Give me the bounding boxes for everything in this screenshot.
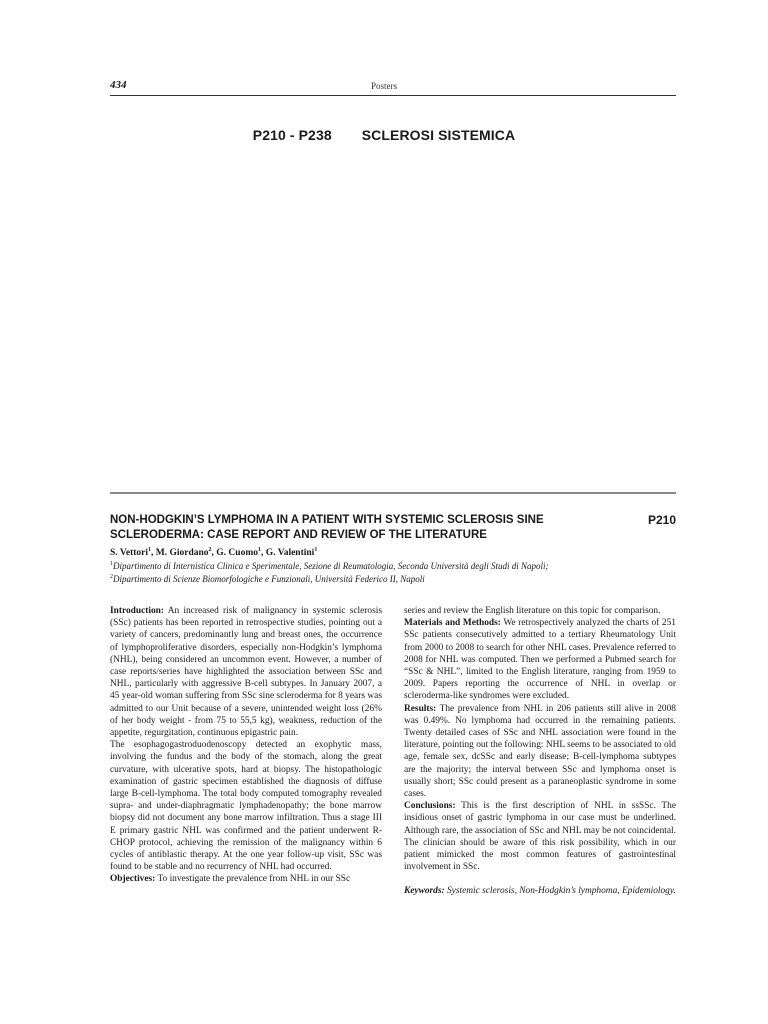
section-range: P210 - P238 [252, 127, 332, 143]
header-rule [110, 95, 676, 96]
paragraph-objectives: Objectives: To investigate the prevalence from NHL in our SSc [110, 874, 351, 885]
running-header: Posters [370, 81, 397, 91]
author: S. Vettori$^1$ [110, 547, 151, 559]
paragraph-objectives-cont: series and review the English literature on this topic for comparison. [404, 606, 661, 616]
affiliation: $^1$Dipartimento di Internistica Clinica e Sperimentale, Sezione di Reumatologia, Seconda Università degli Studi di Napoli; [110, 561, 549, 571]
author: M. Giordano$^2$ [155, 547, 212, 559]
section-title: SCLEROSI SISTEMICA [361, 127, 516, 143]
affiliation: $^2$Dipartimento di Scienze Biomorfologiche e Funzionali, Università Federico II, Napoli [110, 574, 425, 584]
abstract-code: P210 [647, 513, 676, 527]
author: G. Valentini$^1$ [265, 547, 318, 559]
paragraph-conclusions: Conclusions: This is the first description of NHL in ssSSc. The insidious onset of gastric lymphoma in our case must be underlined. Although rare, the association of SSc and NHL may be not coincidental. The clinician should be aware of this risk possibility, which in our patient mimicked the most common features of gastrointestinal involvement in SSc. [404, 801, 676, 873]
section-heading [0, 127, 768, 143]
paragraph-results: Results: The prevalence from NHL in 206 patients still alive in 2008 was 0.49%. No lymphoma had occurred in the remaining patients. Twenty detailed cases of SSc and NHL association were found in the literature, pointing out the following: NHL seems to be associated to old age, female sex, dcSSc and early disease; B-cell-lymphoma subtypes are the majority; the interval between SSc and lymphoma onset is usually short; SSc could present as a paraneoplastic syndrome in some cases. [404, 703, 676, 800]
paragraph-introduction: Introduction: An increased risk of malignancy in systemic sclerosis (SSc) patients has been reported in retrospective studies, pointing out a variety of cancers, predominantly lung and breast ones, the occurrence of lymphoproliferative disorders, especially non-Hodgkin’s lymphoma (NHL), being considered an uncommon event. However, a number of case reports/series have highlighted the association between SSc and NHL, particularly with aggressive B-cell subtypes. In January 2007, a 45 year-old woman suffering from SSc sine scleroderma for 8 years was admitted to our Unit because of a severe, unintended weight loss (26% of her body weight - from 75 to 55,5 kg), weakness, reduction of the appetite, regurgitation, continuous epigastric pain. [110, 606, 382, 739]
paragraph-case: The esophagogastroduodenoscopy detected an exophytic mass, involving the fundus and the body of the stomach, along the great curvature, with ulcerative spots, hard at biopsy. The histopathologic examination of gastric specimen established the diagnosis of diffuse large B-cell-lymphoma. The total body computed tomography revealed supra- and under-diaphragmatic lymphadenopathy; the bone marrow biopsy did not document any bone marrow infiltration. Thus a stage III E primary gastric NHL was confirmed and the patient underwent R-CHOP protocol, achieving the remission of the malignancy within 6 cycles of antiblastic therapy. At the one year follow-up visit, SSc was found to be stable and no recurrency of NHL had occurred. [110, 740, 382, 873]
abstract-column-left [110, 605, 382, 886]
paragraph-methods: Materials and Methods: We retrospectively analyzed the charts of 251 SSc patients consecutively admitted to a tertiary Rheumatology Unit from 2000 to 2008 to search for other NHL cases. Prevalence referred to 2008 for NHL was computed. Then we performed a Pubmed search for “SSc & NHL”, limited to the English literature, ranging from 1959 to 2009. Papers reporting the occurrence of NHL in overlap or scleroderma-like syndromes were excluded. [404, 618, 676, 702]
keywords: Keywords: Systemic sclerosis, Non-Hodgkin’s lymphoma, Epidemiology. [404, 886, 676, 897]
abstract-divider [110, 492, 676, 494]
abstract-column-right [404, 605, 676, 898]
author: G. Cuomo$^1$ [216, 547, 261, 559]
author-list: S. Vettori$^1$, M. Giordano$^2$, G. Cuomo$^1$, G. Valentini$^1$ [110, 547, 318, 559]
abstract-title: NON-HODGKIN’S LYMPHOMA IN A PATIENT WITH SYSTEMIC SCLEROSIS SINE SCLERODERMA: CASE REPORT AND REVIEW OF THE LITERATURE [110, 514, 544, 541]
page-number: 434 [110, 79, 127, 91]
